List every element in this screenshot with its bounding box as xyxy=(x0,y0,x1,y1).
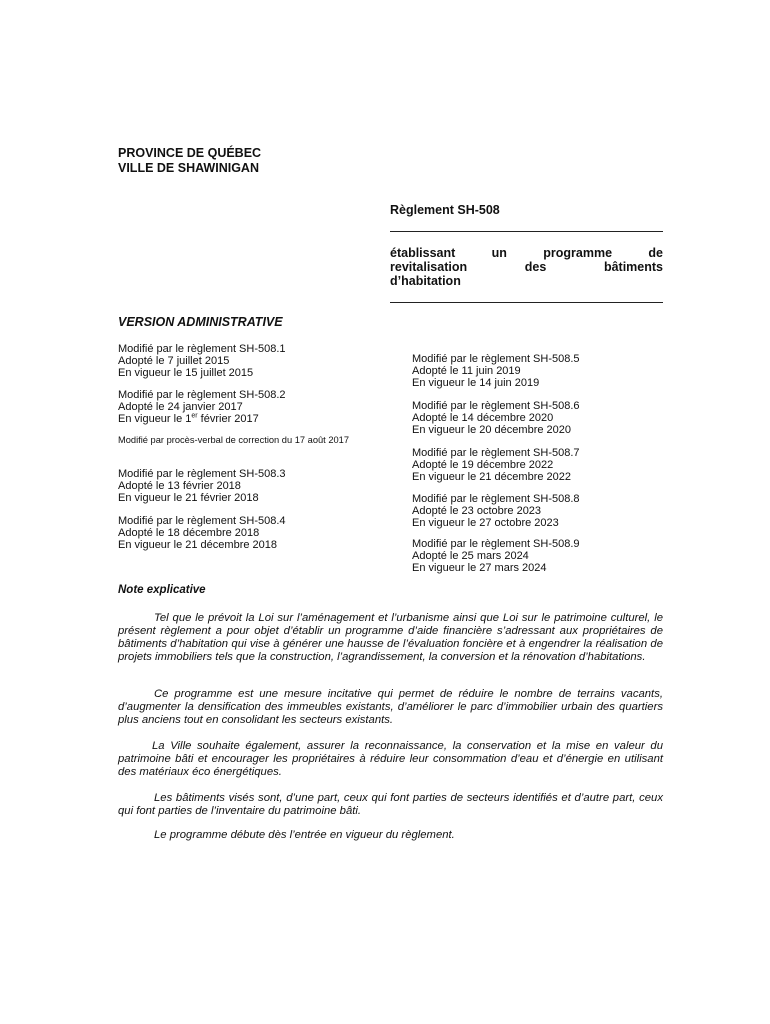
note-paragraph: La Ville souhaite également, assurer la reconnaissance, la conservation et la mise en valeur du patrimoine bâti et encourager les propriétaires à réduire leur consommation d’eau et d’énergie en utilisant des matériaux éco énergétiques. xyxy=(118,740,663,778)
amendment-modifie: Modifié par le règlement SH-508.8 xyxy=(412,493,580,505)
reglement-subject xyxy=(390,246,663,288)
amendment-block xyxy=(118,389,286,425)
amendment-modifie: Modifié par le règlement SH-508.3 xyxy=(118,468,286,480)
province-label: PROVINCE DE QUÉBEC xyxy=(118,146,262,160)
amendment-vigueur: En vigueur le 21 février 2018 xyxy=(118,492,259,504)
note-paragraph: Ce programme est une mesure incitative qui permet de réduire le nombre de terrains vacants, d’augmenter la densification des immeubles existants, d’améliorer le parc d’immobilier urbain des quartiers plus anciens tout en consolidant les secteurs existants. xyxy=(118,688,663,726)
amendment-adopte: Adopté le 11 juin 2019 xyxy=(412,365,521,377)
note-paragraph: Tel que le prévoit la Loi sur l’aménagement et l’urbanisme ainsi que Loi sur le patrimoine culturel, le présent règlement a pour objet d’établir un programme d’aide financière s’adressant aux propriétaires de bâtiments d’habitation qui vise à générer une hausse de l’évaluation foncière et à engendrer la réalisation de projets immobiliers tels que la construction, l’agrandissement, la conversion et la rénovation d’habitations. xyxy=(118,612,663,663)
amendment-modifie: Modifié par le règlement SH-508.2 xyxy=(118,389,286,401)
amendment-adopte: Adopté le 13 février 2018 xyxy=(118,480,241,492)
amendment-block xyxy=(412,400,580,436)
note-title: Note explicative xyxy=(118,584,206,596)
amendment-adopte: Adopté le 14 décembre 2020 xyxy=(412,412,554,424)
amendment-modifie: Modifié par le règlement SH-508.1 xyxy=(118,343,286,355)
amendment-modifie: Modifié par le règlement SH-508.4 xyxy=(118,515,286,527)
subject-line-3: d’habitation xyxy=(390,274,461,288)
amendment-adopte: Adopté le 23 octobre 2023 xyxy=(412,505,542,517)
amendment-block xyxy=(118,343,286,379)
amendment-adopte: Adopté le 25 mars 2024 xyxy=(412,550,529,562)
amendment-vigueur: En vigueur le 15 juillet 2015 xyxy=(118,367,254,379)
amendment-block xyxy=(412,538,580,574)
version-label: VERSION ADMINISTRATIVE xyxy=(118,315,283,329)
amendment-block xyxy=(412,353,580,389)
document-header xyxy=(118,146,261,176)
amendment-adopte: Adopté le 7 juillet 2015 xyxy=(118,355,230,367)
ville-label: VILLE DE SHAWINIGAN xyxy=(118,161,259,175)
amendment-adopte: Adopté le 18 décembre 2018 xyxy=(118,527,260,539)
subject-line-1: établissant un programme de xyxy=(390,246,663,260)
amendment-block xyxy=(412,493,580,529)
amendment-vigueur: En vigueur le 27 mars 2024 xyxy=(412,562,547,574)
top-rule xyxy=(390,231,663,232)
amendment-adopte: Adopté le 19 décembre 2022 xyxy=(412,459,554,471)
amendment-vigueur: En vigueur le 21 décembre 2018 xyxy=(118,539,277,551)
bottom-rule xyxy=(390,302,663,303)
correction-note: Modifié par procès-verbal de correction du 17 août 2017 xyxy=(118,435,350,445)
subject-line-2: revitalisation des bâtiments xyxy=(390,260,663,274)
amendment-modifie: Modifié par le règlement SH-508.5 xyxy=(412,353,580,365)
note-paragraph: Les bâtiments visés sont, d’une part, ceux qui font parties de secteurs identifiés et d’autre part, ceux qui font parties de l’inventaire du patrimoine bâti. xyxy=(118,792,663,817)
reglement-title: Règlement SH-508 xyxy=(390,203,500,217)
amendment-modifie: Modifié par le règlement SH-508.9 xyxy=(412,538,580,550)
note-paragraph: Le programme débute dès l’entrée en vigueur du règlement. xyxy=(154,829,455,841)
amendment-vigueur: En vigueur le 1er février 2017 xyxy=(118,412,259,425)
amendment-block xyxy=(412,447,580,483)
amendment-modifie: Modifié par le règlement SH-508.6 xyxy=(412,400,580,412)
amendment-block xyxy=(118,468,286,504)
amendment-vigueur: En vigueur le 14 juin 2019 xyxy=(412,377,540,389)
amendment-adopte: Adopté le 24 janvier 2017 xyxy=(118,401,243,413)
amendment-vigueur: En vigueur le 20 décembre 2020 xyxy=(412,424,571,436)
amendment-vigueur: En vigueur le 27 octobre 2023 xyxy=(412,517,559,529)
amendment-block xyxy=(118,515,286,551)
amendment-vigueur: En vigueur le 21 décembre 2022 xyxy=(412,471,571,483)
amendment-modifie: Modifié par le règlement SH-508.7 xyxy=(412,447,580,459)
